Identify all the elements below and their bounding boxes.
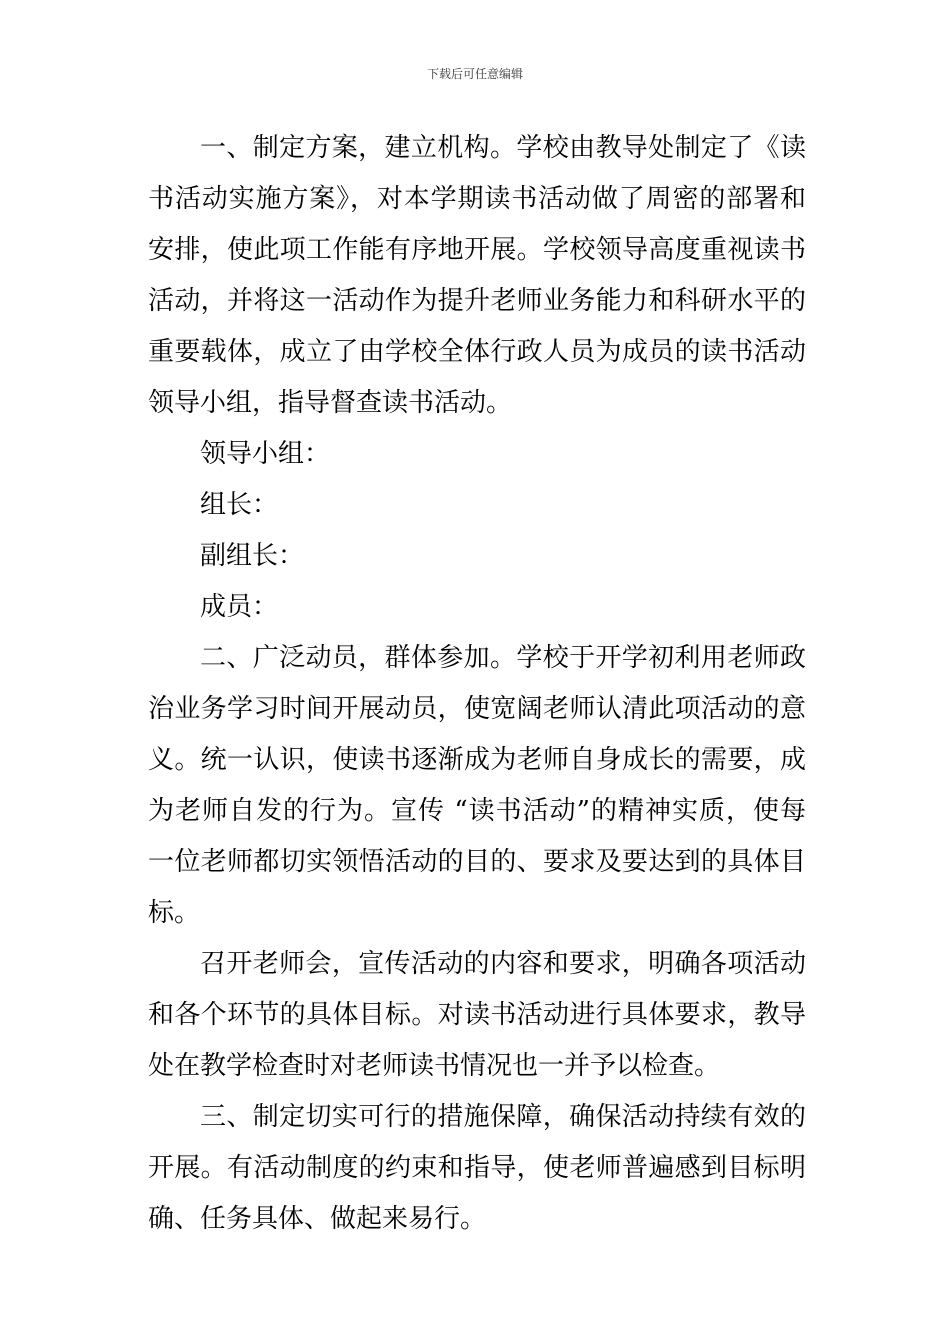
paragraph-measures: 三、制定切实可行的措施保障，确保活动持续有效的开展。有活动制度的约束和指导，使老师普遍感到目标明确、任务具体、做起来易行。	[148, 1102, 806, 1234]
paragraph-mobilization: 二、广泛动员，群体参加。学校于开学初利用老师政治业务学习时间开展动员，使宽阔老师认清此项活动的意义。统一认识，使读书逐渐成为老师自身成长的需要，成为老师自发的行为。宣传 “读书活动”的精神实质，使每一位老师都切实领悟活动的目的、要求及要达到的具体目标。	[148, 643, 806, 928]
paragraph-establish-plan: 一、制定方案，建立机构。学校由教导处制定了《读书活动实施方案》，对本学期读书活动做了周密的部署和安排，使此项工作能有序地开展。学校领导高度重视读书活动，并将这一活动作为提升老师业务能力和科研水平的重要载体，成立了由学校全体行政人员为成员的读书活动领导小组，指导督查读书活动。	[148, 133, 806, 418]
paragraph-leadership-group: 领导小组：	[200, 439, 331, 469]
paragraph-group-leader: 组长：	[200, 490, 279, 520]
paragraph-teacher-meeting: 召开老师会，宣传活动的内容和要求，明确各项活动和各个环节的具体目标。对读书活动进行具体要求，教导处在教学检查时对老师读书情况也一并予以检查。	[148, 949, 806, 1081]
page-header-note: 下载后可任意编辑	[426, 67, 523, 81]
paragraph-members: 成员：	[200, 592, 279, 622]
document-body	[148, 123, 806, 1245]
paragraph-deputy-leader: 副组长：	[200, 541, 305, 571]
